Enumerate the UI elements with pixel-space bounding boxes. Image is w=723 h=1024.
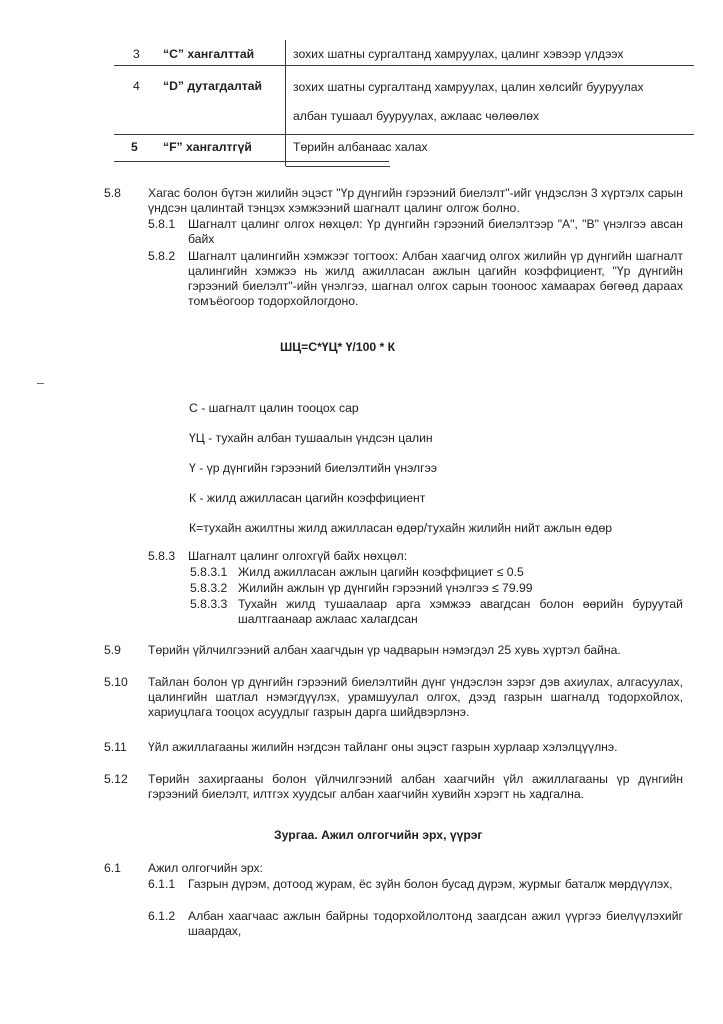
grade-label: “D” дутагдалтай (163, 79, 263, 93)
definition-line: С - шагналт цалин тооцох сар (189, 401, 359, 415)
formula: ШЦ=С*ҮЦ* Ү/100 * К (280, 340, 396, 354)
subsection-number: 5.8.3 (148, 549, 176, 563)
list-item-text: Жилд ажилласан ажлын цагийн коэффициет ≤ 0.5 (238, 565, 524, 579)
section-number: 5.10 (104, 675, 128, 689)
section-text: Төрийн үйлчилгээний албан хаагчдын үр чадварын нэмэгдэл 25 хувь хүртэл байна. (148, 643, 621, 657)
subsection-text: Шагналт цалингийн хэмжээг тогтоох: Албан хаагчид олгох жилийн үр дүнгийн шагналт цалингийн хэмжээ нь жилд ажилласан ажлын цагийн коэффициент, "Үр дүнгийн гэрээний биелэлт"-ийн үнэлгээ, шагнал олгох сарын тооноос хамаарах бөгөөд дараах томъёогоор тодорхойлогдоно. (188, 249, 683, 308)
list-item-number: 5.8.3.2 (190, 581, 228, 595)
grade-label: “F” хангалтгүй (163, 140, 252, 154)
scan-mark (37, 383, 44, 384)
section-text: Ажил олгогчийн эрх: (148, 861, 264, 875)
definition-line: Ү - үр дүнгийн гэрээний биелэлтийн үнэлгээ (189, 461, 438, 475)
chapter-title: Зургаа. Ажил олгогчийн эрх, үүрэг (274, 828, 483, 842)
subsection-text: Шагналт цалинг олгох нөхцөл: Үр дүнгийн гэрээний биелэлтээр "А", "В" үнэлгээ авсан байх (188, 217, 683, 246)
grade-label: “C” хангалттай (163, 47, 255, 61)
subsection-text: Шагналт цалинг олгохгүй байх нөхцөл: (188, 549, 408, 563)
section-number: 5.12 (104, 772, 128, 786)
grade-action: зохих шатны сургалтанд хамруулах, цалинг хэвээр үлдээх (293, 47, 624, 61)
section-text: Хагас болон бүтэн жилийн эцэст "Үр дүнгийн гэрээний биелэлт"-ийг үндэслэн 3 хүртэлх сарын үндсэн цалинтай тэнцэх хэмжээний шагналт цалинг олгож болно. (148, 186, 683, 215)
section-number: 5.8 (104, 186, 121, 200)
section-text: Төрийн захиргааны болон үйлчилгээний албан хаагчийн үйл ажиллагааны үр дүнгийн гэрээний биелэлт, илтгэх хуудсыг албан хаагчийн хувийн хэрэгт нь хадгална. (148, 772, 683, 801)
section-number: 6.1 (104, 861, 121, 875)
definition-line: К - жилд ажилласан цагийн коэффициент (189, 491, 426, 505)
section-number: 5.9 (104, 643, 121, 657)
list-item-text: Жилийн ажлын үр дүнгийн гэрээний үнэлгээ ≤ 79.99 (238, 581, 533, 595)
list-item-number: 5.8.3.1 (190, 565, 228, 579)
definition-line: К=тухайн ажилтны жилд ажилласан өдөр/тухайн жилийн нийт ажлын өдөр (189, 521, 613, 535)
section-number: 5.11 (104, 740, 127, 754)
list-item-number: 5.8.3.3 (190, 597, 228, 611)
subsection-number: 6.1.1 (148, 877, 176, 891)
row-number: 5 (131, 140, 138, 154)
section-text: Үйл ажиллагааны жилийн нэгдсэн тайланг оны эцэст газрын хурлаар хэлэлцүүлнэ. (148, 740, 618, 754)
definition-line: ҮЦ - тухайн албан тушаалын үндсэн цалин (189, 431, 433, 445)
section-text: Тайлан болон үр дүнгийн гэрээний биелэлтийн дүнг үндэслэн зэрэг дэв ахиулах, алгасуулах, цалингийн шатлал нэмэгдүүлэх, урамшуулал олгох, дээд газрын шагналд тодорхойлох, хариуцлага тооцох асуудлыг газрын дарга шийдвэрлэнэ. (148, 675, 683, 719)
list-item-text: Тухайн жилд тушаалаар арга хэмжээ авагдсан болон өөрийн буруутай шалтгаанаар ажлаас халагдсан (238, 597, 683, 626)
grade-action: Төрийн албанаас халах (293, 140, 428, 154)
subsection-text: Албан хаагчаас ажлын байрны тодорхойлолтонд заагдсан ажил үүргээ биелүүлэхийг шаардах, (188, 909, 683, 938)
grade-action-continued: албан тушаал бууруулах, ажлаас чөлөөлөх (293, 109, 540, 123)
grade-action: зохих шатны сургалтанд хамруулах, цалин хөлсийг бууруулах (293, 80, 644, 94)
subsection-text: Газрын дүрэм, дотоод журам, ёс зүйн болон бусад дүрэм, журмыг баталж мөрдүүлэх, (188, 877, 673, 891)
subsection-number: 5.8.2 (148, 249, 176, 263)
subsection-number: 5.8.1 (148, 217, 176, 231)
row-number: 3 (133, 47, 140, 61)
subsection-number: 6.1.2 (148, 909, 176, 923)
row-number: 4 (133, 79, 140, 93)
